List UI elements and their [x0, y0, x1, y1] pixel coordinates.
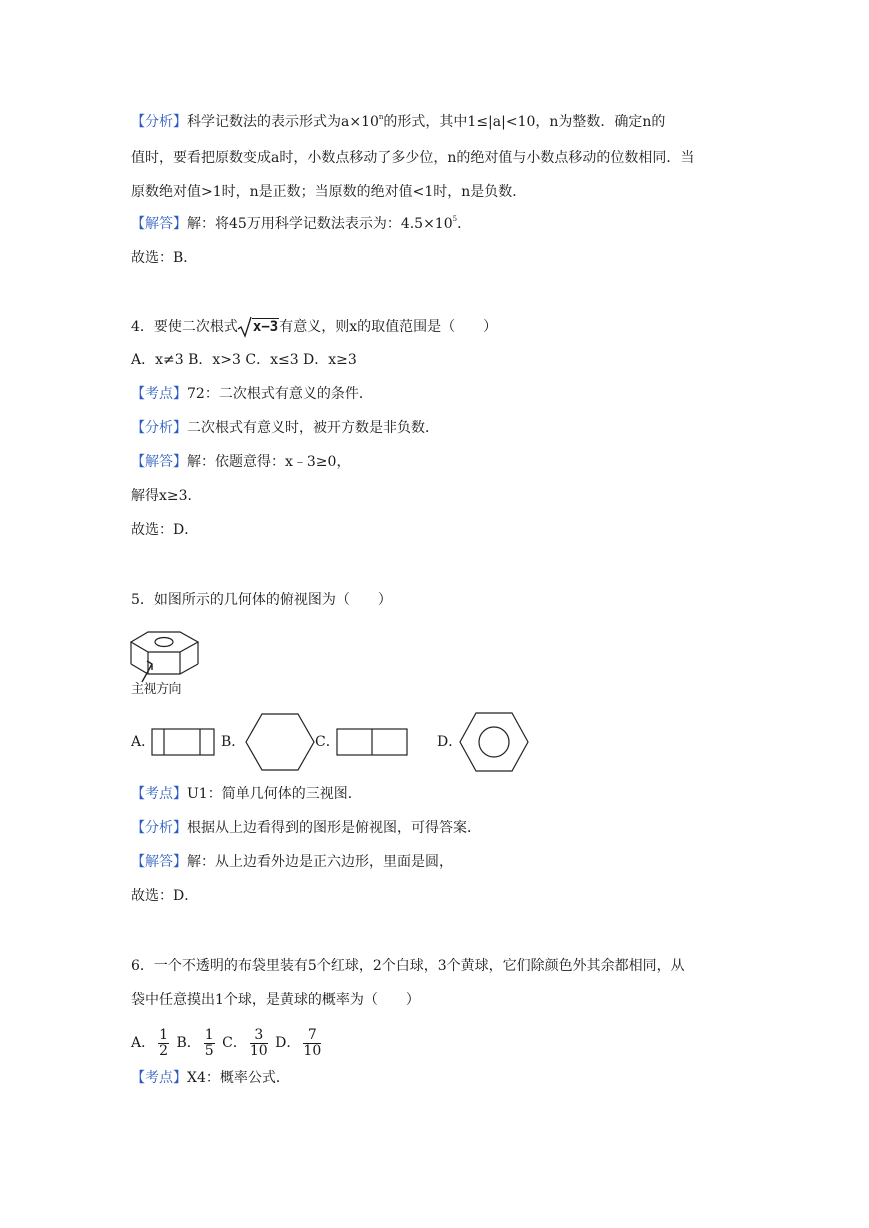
exponent: 5 — [452, 215, 458, 223]
denominator: 5 — [204, 1042, 214, 1059]
radical-sign-icon — [238, 316, 252, 338]
q6-stem-line-1: 6．一个不透明的布袋里装有5个红球，2个白球，3个黄球，它们除颜色外其余都相同，从 — [131, 958, 685, 974]
point-text: U1：简单几何体的三视图． — [187, 786, 362, 802]
answer-text: 解：依题意得：x﹣3≥0， — [187, 454, 351, 470]
sqrt-expression — [238, 316, 279, 338]
q6-option-a-label: A． — [131, 1035, 156, 1051]
q4-stem-text: 4．要使二次根式 — [131, 319, 238, 335]
numerator: 1 — [159, 1026, 169, 1043]
prev-analysis-line-1 — [131, 112, 665, 132]
answer-text: ． — [457, 216, 472, 232]
point-tag: 【考点】 — [131, 386, 187, 402]
exponent-n: n — [378, 113, 384, 121]
q4-choose-line: 故选：D． — [131, 522, 199, 538]
q5-option-c-label: C． — [315, 734, 340, 750]
numerator: 3 — [250, 1028, 268, 1044]
q6-option-d-label: D． — [275, 1035, 301, 1051]
q6-option-b-label: B． — [176, 1035, 201, 1051]
option-d-hexagon-with-circle — [458, 711, 530, 773]
q6-point-line — [131, 1068, 290, 1088]
q5-option-d-label: D． — [437, 734, 463, 750]
prev-answer-line — [131, 214, 471, 234]
denominator: 10 — [249, 1042, 268, 1059]
analysis-text: 二次根式有意义时，被开方数是非负数． — [187, 420, 439, 436]
q5-point-line — [131, 784, 362, 804]
numerator: 1 — [204, 1026, 214, 1043]
q4-stem — [131, 316, 497, 338]
radicand: x−3 — [252, 319, 279, 335]
point-text: X4：概率公式． — [187, 1070, 290, 1086]
analysis-tag: 【分析】 — [131, 420, 187, 436]
q4-options: A．x≠3 B．x>3 C．x≤3 D．x≥3 — [131, 352, 357, 368]
analysis-tag: 【分析】 — [131, 820, 187, 836]
option-a-rectangle-three-cells — [151, 728, 215, 756]
fraction-a — [158, 1028, 169, 1059]
q5-choose-line: 故选：D． — [131, 888, 199, 904]
answer-tag: 【解答】 — [131, 216, 187, 232]
answer-text: 解：将45万用科学记数法表示为：4.5×10 — [187, 216, 453, 232]
figure-caption: 主视方向 — [131, 682, 182, 697]
q5-option-b-label: B． — [221, 734, 246, 750]
fraction-d — [303, 1028, 321, 1059]
q4-answer-line — [131, 452, 350, 472]
answer-text: 解：从上边看外边是正六边形，里面是圆， — [187, 854, 453, 870]
answer-tag: 【解答】 — [131, 454, 187, 470]
q4-analysis-line — [131, 418, 439, 438]
point-tag: 【考点】 — [131, 1070, 187, 1086]
fraction-b — [204, 1028, 215, 1059]
q6-options — [131, 1026, 324, 1060]
analysis-text: 根据从上边看得到的图形是俯视图，可得答案． — [187, 820, 481, 836]
numerator: 7 — [303, 1028, 321, 1044]
hex-prism-figure — [128, 624, 228, 684]
q5-option-a-label: A． — [131, 734, 156, 750]
q4-stem-text: 有意义，则x的取值范围是（ ） — [279, 319, 498, 335]
q4-point-line — [131, 384, 373, 404]
analysis-text: 科学记数法的表示形式为a×10 — [187, 114, 379, 130]
q6-stem-line-2: 袋中任意摸出1个球，是黄球的概率为（ ） — [131, 992, 420, 1008]
q5-answer-line — [131, 852, 453, 872]
denominator: 2 — [159, 1042, 169, 1059]
q5-stem: 5．如图所示的几何体的俯视图为（ ） — [131, 592, 392, 608]
q5-analysis-line — [131, 818, 481, 838]
option-b-hexagon — [244, 712, 316, 772]
prev-analysis-line-2: 值时，要看把原数变成a时，小数点移动了多少位，n的绝对值与小数点移动的位数相同．当 — [131, 150, 695, 166]
analysis-tag: 【分析】 — [131, 114, 187, 130]
fraction-c — [250, 1028, 268, 1059]
analysis-text: 的形式，其中1≤|a|<10，n为整数．确定n的 — [383, 114, 666, 130]
answer-tag: 【解答】 — [131, 854, 187, 870]
prev-analysis-line-3: 原数绝对值>1时，n是正数；当原数的绝对值<1时，n是负数． — [131, 184, 527, 200]
q4-solve-line: 解得x≥3． — [131, 488, 202, 504]
point-text: 72：二次根式有意义的条件． — [187, 386, 373, 402]
denominator: 10 — [303, 1042, 322, 1059]
prev-choose-line: 故选：B． — [131, 250, 198, 266]
q6-option-c-label: C． — [222, 1035, 247, 1051]
option-c-rectangle-two-cells — [336, 728, 408, 756]
point-tag: 【考点】 — [131, 786, 187, 802]
